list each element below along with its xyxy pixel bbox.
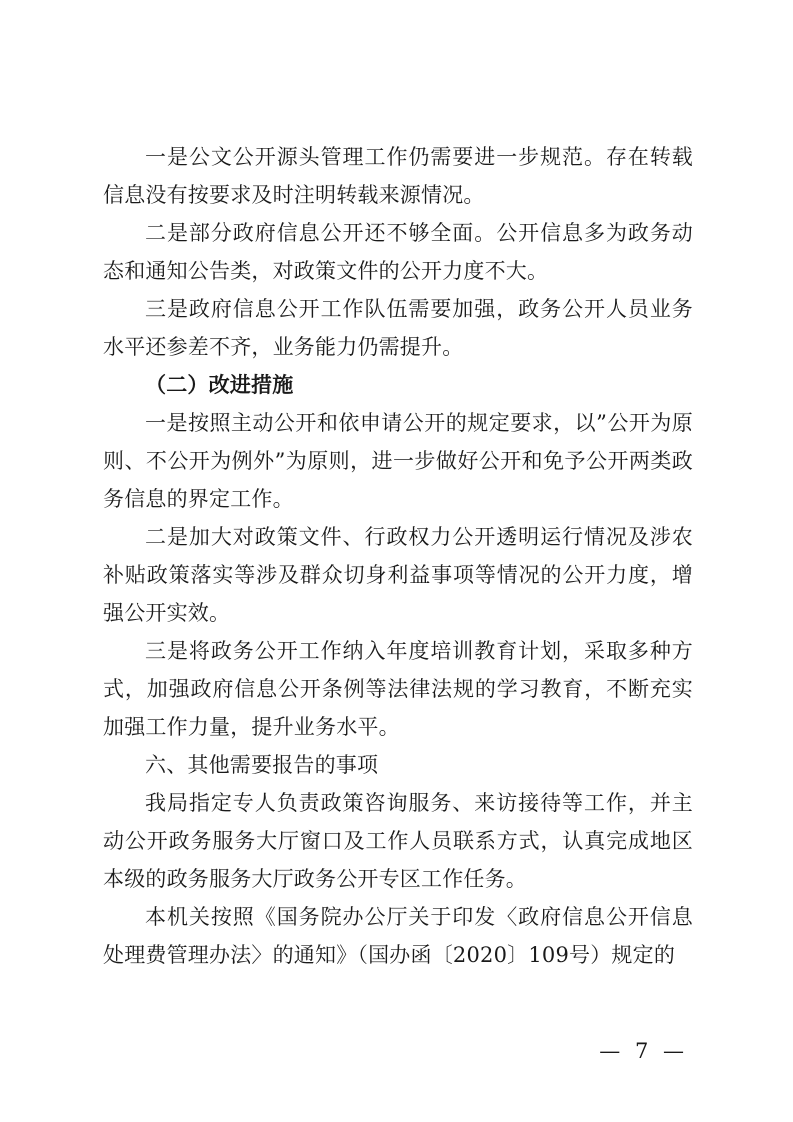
paragraph-issue-1: 一是公文公开源头管理工作仍需要进一步规范。存在转载信息没有按要求及时注明转载来源情况。 [103, 145, 693, 207]
paragraph-other-1: 我局指定专人负责政策咨询服务、来访接待等工作，并主动公开政务服务大厅窗口及工作人员联系方式，认真完成地区本级的政务服务大厅政务公开专区工作任务。 [103, 791, 693, 891]
paragraph-issue-3: 三是政府信息公开工作队伍需要加强，政务公开人员业务水平还参差不齐，业务能力仍需提升。 [103, 297, 693, 359]
paragraph-measure-3: 三是将政务公开工作纳入年度培训教育计划，采取多种方式，加强政府信息公开条例等法律法规的学习教育，不断充实加强工作力量，提升业务水平。 [103, 639, 693, 739]
section-heading-improvement: （二）改进措施 [145, 373, 294, 397]
paragraph-other-2: 本机关按照《国务院办公厅关于印发〈政府信息公开信息处理费管理办法〉的通知》（国办函〔2020〕109号）规定的 [103, 905, 693, 967]
paragraph-issue-2: 二是部分政府信息公开还不够全面。公开信息多为政务动态和通知公告类，对政策文件的公开力度不大。 [103, 221, 693, 283]
document-body [103, 138, 693, 974]
paragraph-measure-2: 二是加大对政策文件、行政权力公开透明运行情况及涉农补贴政策落实等涉及群众切身利益事项等情况的公开力度，增强公开实效。 [103, 525, 693, 625]
paragraph-measure-1: 一是按照主动公开和依申请公开的规定要求，以”公开为原则、不公开为例外”为原则，进一步做好公开和免予公开两类政务信息的界定工作。 [103, 411, 693, 511]
section-heading-other-matters: 六、其他需要报告的事项 [145, 753, 379, 777]
page-number: — 7 — [599, 1039, 688, 1063]
